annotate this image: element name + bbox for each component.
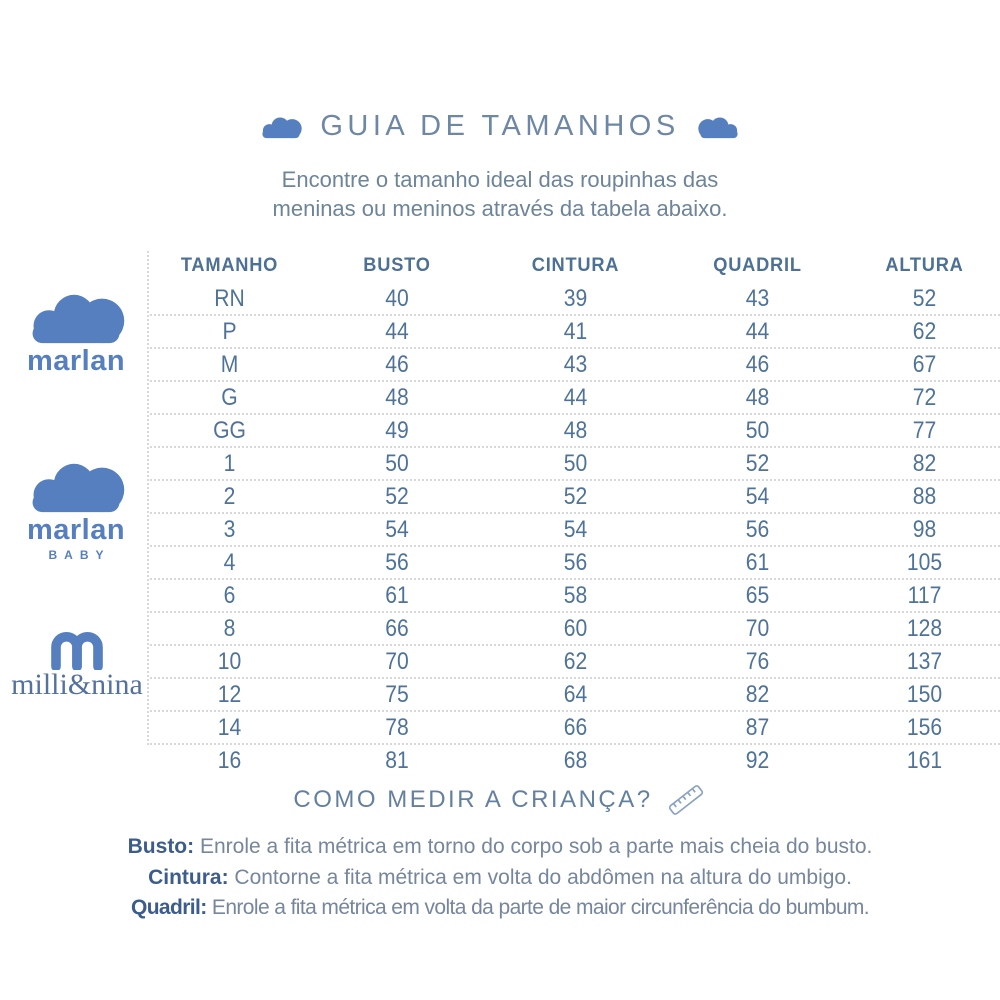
table-cell: 64 [563,680,588,708]
table-header-row [150,249,1000,283]
instruction-label: Quadril: [130,896,207,919]
table-cell: 52 [745,449,770,477]
table-cell: G [221,383,238,411]
table-cell: 56 [385,548,409,576]
page-title: GUIA DE TAMANHOS [320,110,680,142]
marlan-baby-logo [12,458,140,562]
table-cell: 10 [217,647,242,675]
baby-wordmark: BABY [48,548,111,562]
table-cell: 128 [906,614,943,642]
instruction-busto [0,832,1000,863]
table-cell: 82 [745,680,770,708]
table-row [150,283,1000,316]
table-cell: 75 [385,680,409,708]
milli-nina-logo [6,628,148,700]
table-cell: 52 [912,284,937,312]
table-cell: 82 [912,449,937,477]
table-row [150,547,1000,580]
table-row [150,481,1000,514]
table-cell: 44 [563,383,588,411]
table-cell: 14 [217,713,242,741]
table-cell: 8 [223,614,236,642]
table-cell: 4 [223,548,236,576]
ruler-icon [665,782,707,818]
table-cell: 117 [907,581,942,609]
table-cell: 43 [745,284,770,312]
table-cell: 48 [385,383,409,411]
table-cell: 70 [745,614,770,642]
marlan-logo [12,289,140,375]
measure-instructions [0,832,1000,924]
table-row [150,580,1000,613]
table-cell: 44 [745,317,770,345]
table-cell: 92 [745,746,770,774]
cloud-icon [696,115,742,139]
table-cell: 72 [912,383,937,411]
instruction-text: Contorne a fita métrica em volta do abdômen na altura do umbigo. [234,865,852,889]
table-cell: 156 [906,713,943,741]
header-cell: TAMANHO [180,255,279,276]
instruction-text: Enrole a fita métrica em volta da parte de maior circunferência do bumbum. [211,896,870,919]
table-cell: 3 [223,515,236,543]
table-cell: 16 [217,746,242,774]
table-cell: M [220,350,239,378]
header-cell: CINTURA [531,255,620,276]
table-row [150,646,1000,679]
table-cell: 60 [563,614,588,642]
table-cell: 81 [385,746,409,774]
table-cell: 49 [385,416,409,444]
table-cell: 76 [745,647,770,675]
measure-title: COMO MEDIR A CRIANÇA? [293,786,653,813]
table-row [150,382,1000,415]
subtitle-line: meninas ou meninos através da tabela abaixo. [272,196,728,221]
table-row [150,316,1000,349]
table-cell: 54 [563,515,588,543]
table-cell: 78 [385,713,409,741]
marlan-wordmark: marlan [26,514,126,546]
table-cell: 88 [912,482,937,510]
page-title-row [0,110,1000,143]
table-row [150,349,1000,382]
instruction-text: Enrole a fita métrica em torno do corpo sob a parte mais cheia do busto. [199,835,873,858]
table-cell: 56 [745,515,770,543]
marlan-wordmark: marlan [26,345,126,377]
header-cell: QUADRIL [713,255,802,276]
size-table [150,249,1000,776]
table-cell: 46 [745,350,770,378]
table-cell: 105 [906,548,943,576]
table-cell: 46 [385,350,409,378]
table-cell: 98 [912,515,937,543]
table-row [150,415,1000,448]
cloud-icon [27,458,125,514]
table-cell: 50 [745,416,770,444]
cloud-icon [27,289,125,345]
table-cell: GG [213,416,246,444]
table-cell: 50 [385,449,409,477]
table-row [150,712,1000,745]
table-cell: 41 [563,317,588,345]
table-cell: 66 [385,614,409,642]
table-cell: P [222,317,237,345]
table-cell: 43 [563,350,588,378]
table-row [150,613,1000,646]
header-cell: ALTURA [885,255,964,276]
milli-nina-m-icon [48,628,106,670]
table-cell: 56 [563,548,588,576]
table-cell: 70 [385,647,409,675]
table-cell: 67 [912,350,937,378]
table-cell: 40 [385,284,409,312]
table-cell: 66 [563,713,588,741]
table-cell: 12 [217,680,242,708]
table-cell: RN [214,284,245,312]
milli-nina-wordmark: milli&nina [11,668,143,701]
table-cell: 61 [745,548,770,576]
table-cell: 65 [745,581,770,609]
table-cell: 62 [912,317,937,345]
page-subtitle [0,165,1000,223]
instruction-quadril [0,893,1000,924]
header-cell: BUSTO [363,255,431,276]
table-cell: 137 [906,647,943,675]
measure-title-row [0,782,1000,818]
table-cell: 1 [223,449,236,477]
table-row [150,514,1000,547]
instruction-label: Busto: [127,835,195,858]
table-cell: 68 [563,746,588,774]
table-cell: 48 [745,383,770,411]
table-cell: 61 [385,581,409,609]
table-cell: 48 [563,416,588,444]
table-row [150,448,1000,481]
instruction-label: Cintura: [148,865,229,889]
table-cell: 58 [563,581,588,609]
table-cell: 6 [223,581,236,609]
table-cell: 52 [385,482,409,510]
table-cell: 62 [563,647,588,675]
table-left-dotted-divider [147,251,149,745]
table-cell: 50 [563,449,588,477]
table-cell: 54 [745,482,770,510]
table-cell: 87 [745,713,770,741]
table-row [150,679,1000,712]
table-cell: 44 [385,317,409,345]
table-cell: 52 [563,482,588,510]
table-cell: 150 [906,680,943,708]
instruction-cintura [0,863,1000,894]
cloud-icon [258,115,304,139]
table-cell: 39 [563,284,588,312]
subtitle-line: Encontre o tamanho ideal das roupinhas das [281,167,719,192]
table-cell: 54 [385,515,409,543]
table-row [150,745,1000,776]
table-cell: 161 [906,746,943,774]
table-cell: 2 [223,482,236,510]
table-cell: 77 [912,416,937,444]
